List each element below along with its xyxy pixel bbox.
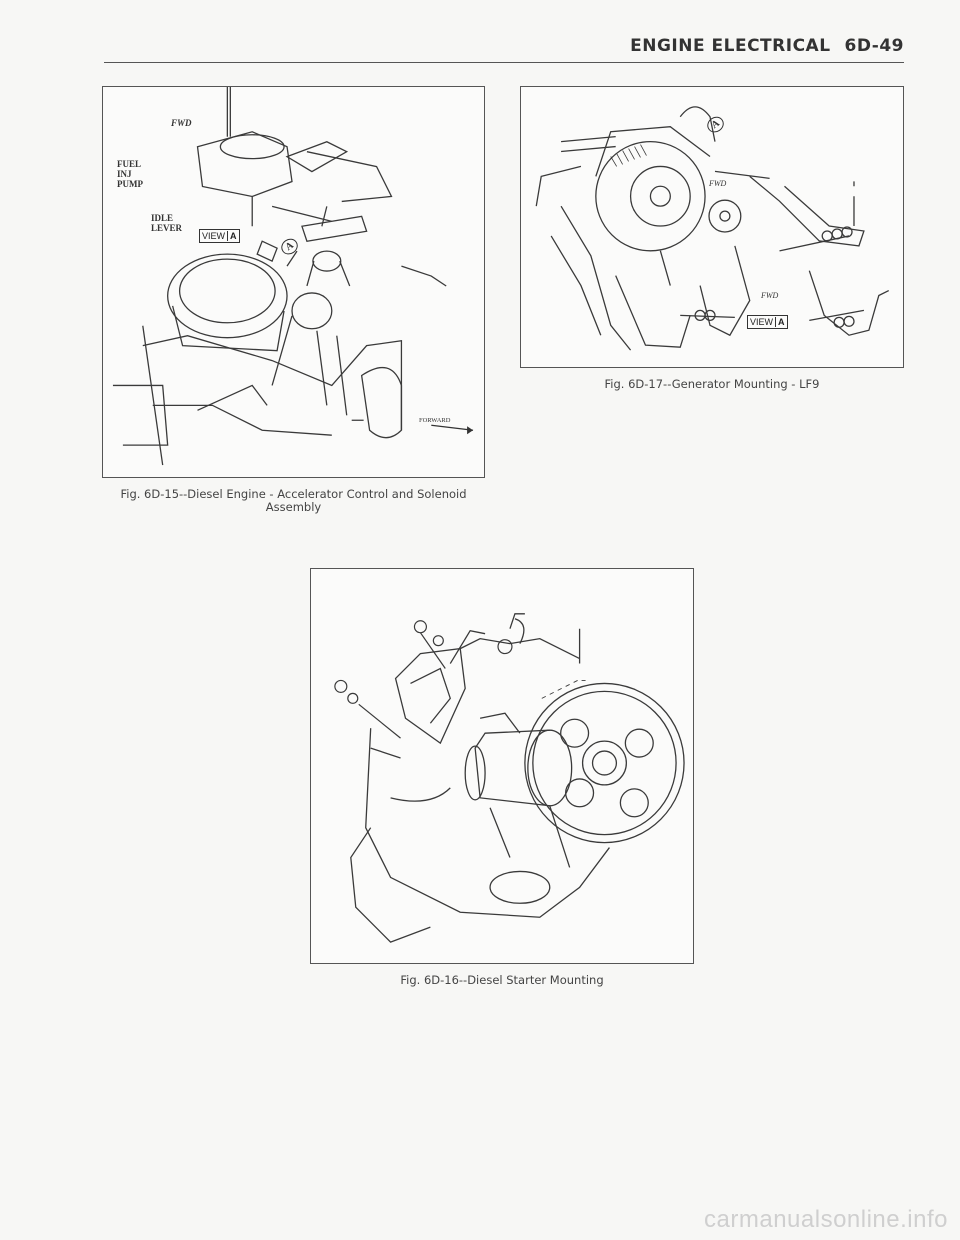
caption-fig-6d-16: Fig. 6D-16--Diesel Starter Mounting bbox=[400, 973, 604, 987]
caption-line-1: Fig. 6D-15--Diesel Engine - Accelerator Control and Solenoid bbox=[120, 487, 467, 501]
caption-line-2: Assembly bbox=[265, 500, 322, 514]
diesel-starter-illustration bbox=[311, 569, 693, 963]
fuel-pump-label bbox=[117, 159, 143, 189]
view-letter: A bbox=[227, 231, 237, 241]
fwd-label: FWD bbox=[171, 118, 192, 128]
caption-fig-6d-15 bbox=[102, 488, 485, 514]
idle-label-line1: IDLE bbox=[151, 213, 174, 223]
view-a-tag bbox=[199, 229, 240, 243]
figure-accelerator-control bbox=[102, 86, 485, 478]
caption-fig-6d-17: Fig. 6D-17--Generator Mounting - LF9 bbox=[604, 377, 820, 391]
fuel-label-line1: FUEL bbox=[117, 159, 142, 169]
page-number: 6D-49 bbox=[844, 36, 904, 56]
forward-label: FORWARD bbox=[419, 417, 451, 424]
section-title: ENGINE ELECTRICAL bbox=[630, 36, 831, 56]
fuel-label-line3: PUMP bbox=[117, 179, 143, 189]
header-rule bbox=[104, 62, 904, 63]
view-a-callout: A bbox=[278, 235, 301, 257]
view-word: VIEW bbox=[750, 317, 774, 327]
page-header bbox=[0, 36, 904, 60]
figure-generator-mounting bbox=[520, 86, 904, 368]
view-word: VIEW bbox=[202, 231, 226, 241]
view-a-callout: A bbox=[704, 113, 727, 135]
watermark: carmanualsonline.info bbox=[704, 1206, 948, 1233]
idle-lever-label bbox=[151, 213, 182, 233]
view-letter: A bbox=[775, 317, 785, 327]
figure-diesel-starter-mounting bbox=[310, 568, 694, 964]
fwd-label-2: FWD bbox=[761, 291, 779, 300]
fuel-label-line2: INJ bbox=[117, 169, 132, 179]
view-a-tag bbox=[747, 315, 788, 329]
idle-label-line2: LEVER bbox=[151, 223, 183, 233]
fwd-label-1: FWD bbox=[709, 179, 727, 188]
